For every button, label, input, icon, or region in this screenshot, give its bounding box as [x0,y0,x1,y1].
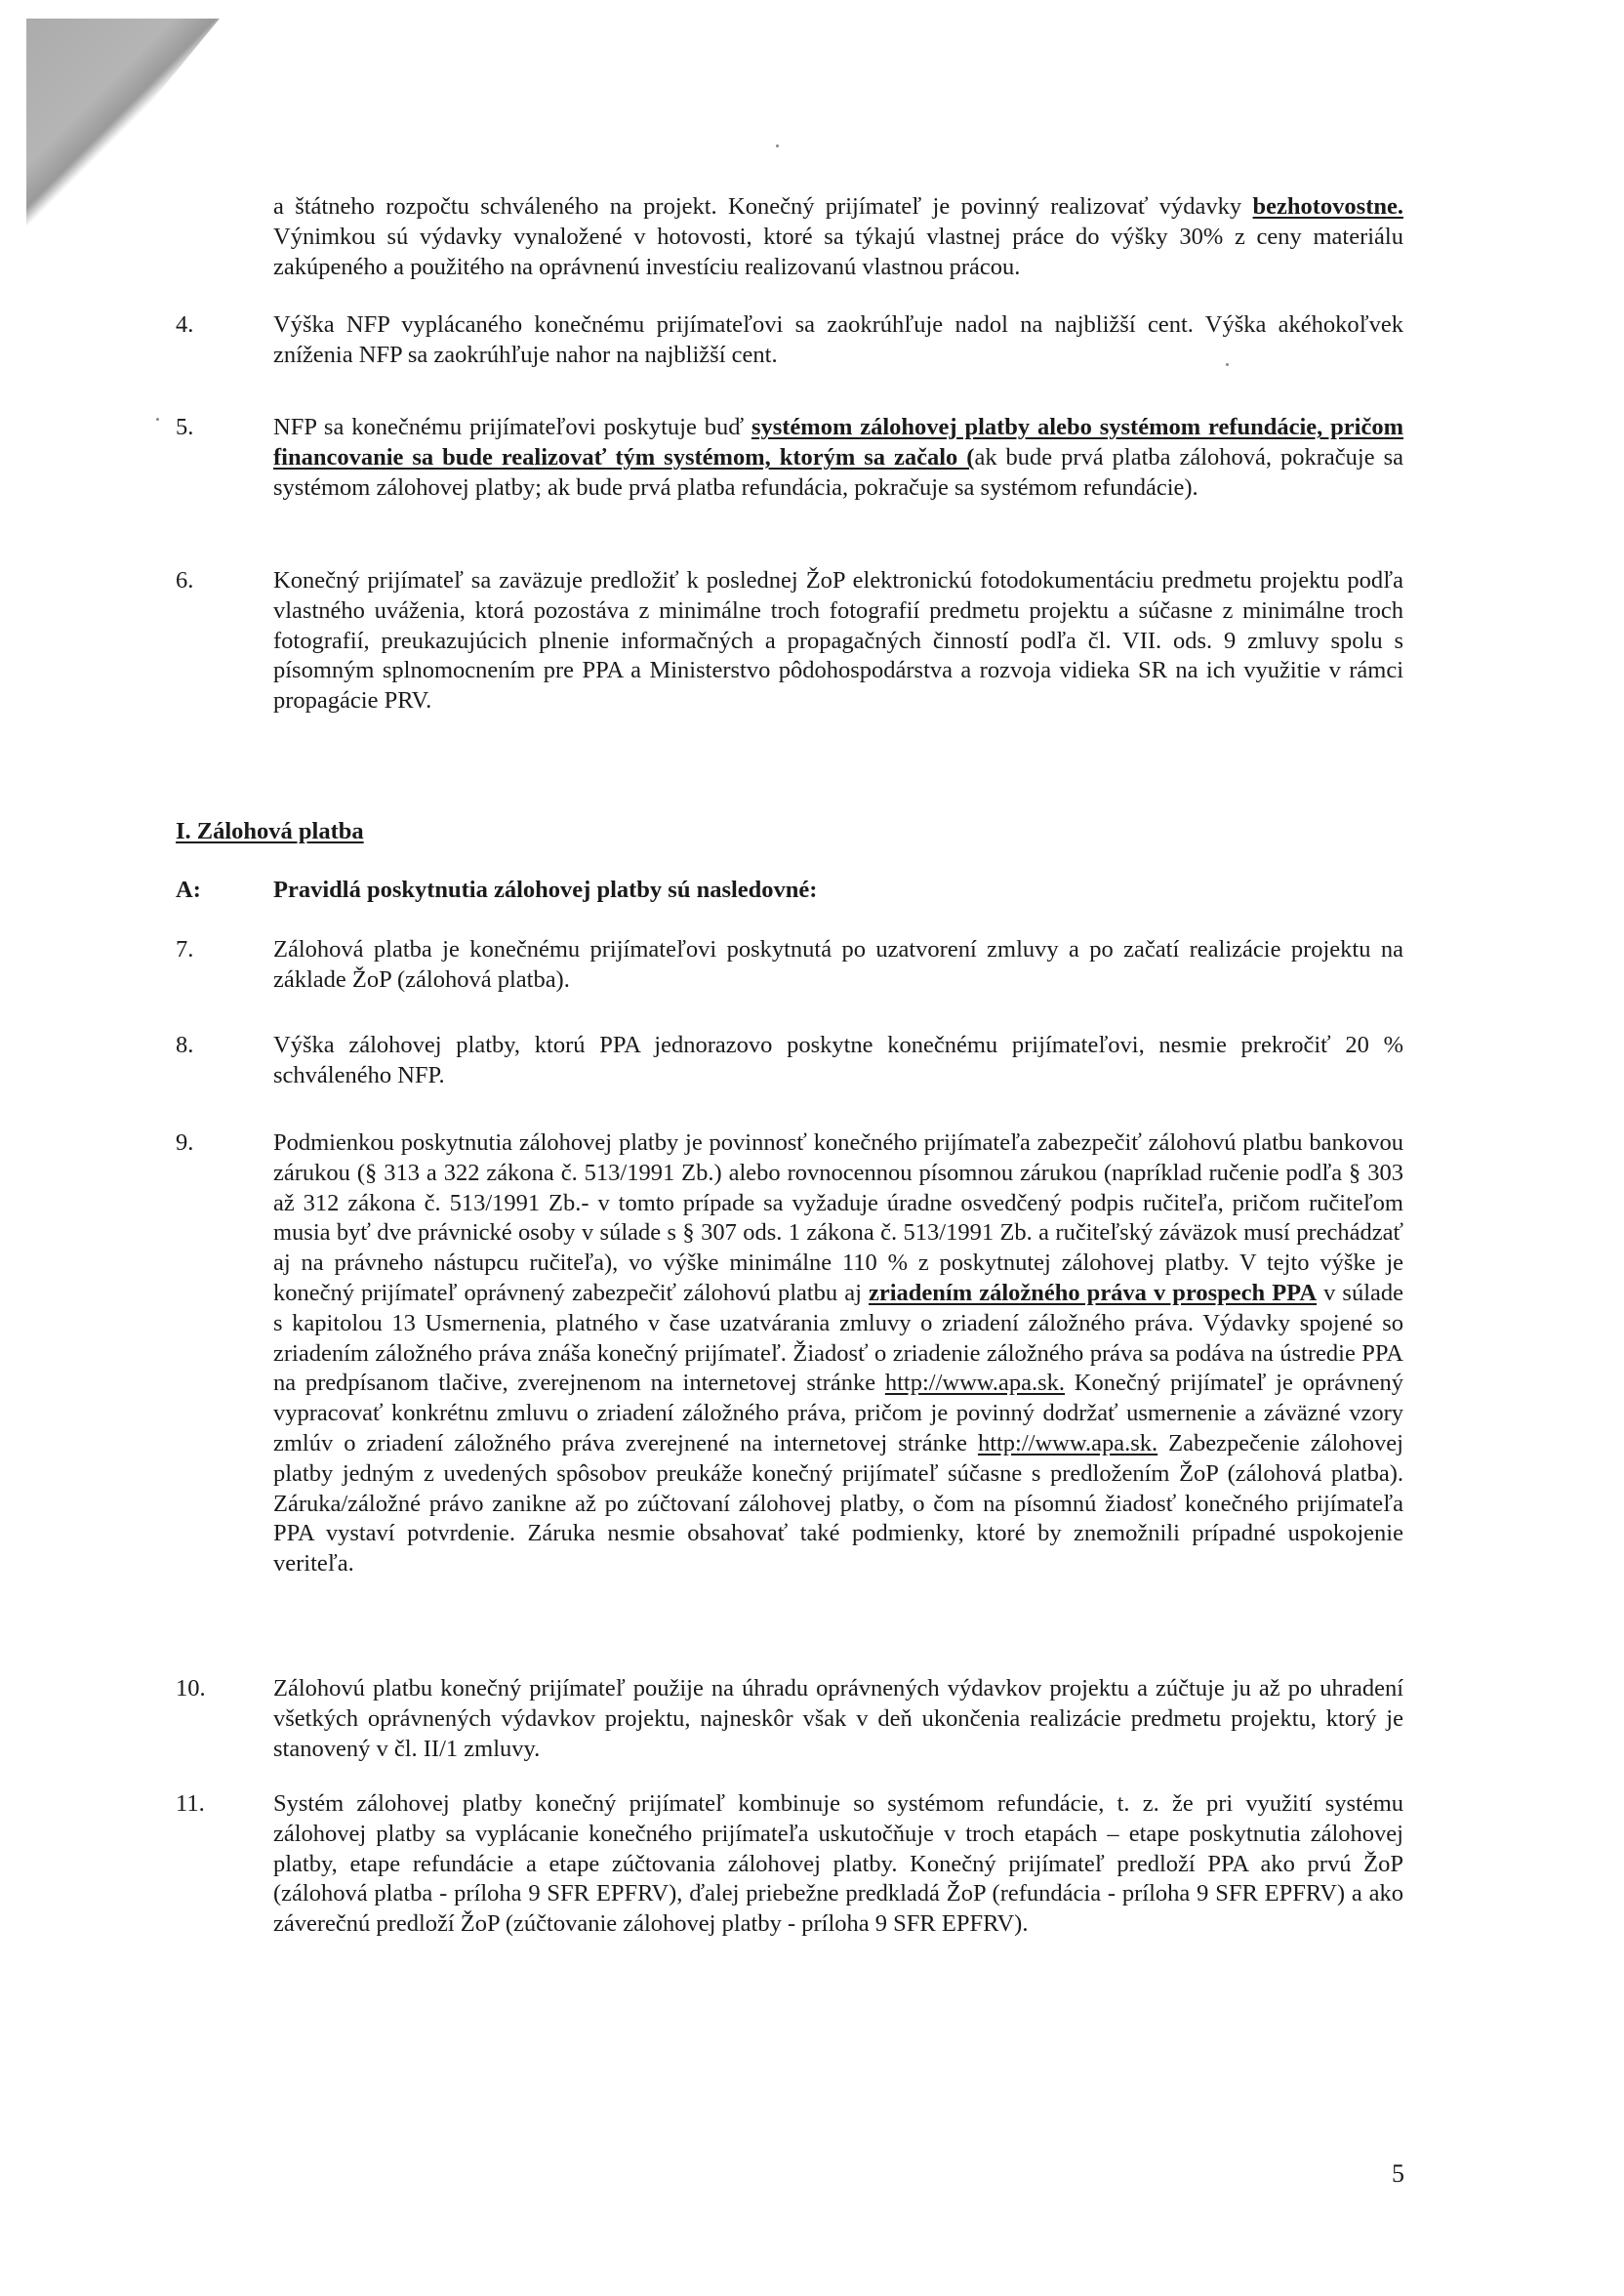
item-number: 11. [176,1790,205,1817]
scan-speck [776,144,779,147]
list-item [176,1128,1403,1579]
item-number: 6. [176,567,194,594]
item-text: NFP sa konečnému prijímateľovi poskytuje buď systémom zálohovej platby alebo systémom refundácie, pričom financovanie sa bude realizovať tým systémom, ktorým sa začalo (ak bude prvá platba zálohová, pokračuje sa systémom zálohovej platby; ak bude prvá platba refundácia, pokračuje sa systémom refundácie). [273,414,1403,501]
item-number: 10. [176,1675,206,1702]
item-number: 4. [176,311,194,338]
list-item [176,935,1403,996]
page-number: 5 [1392,2159,1404,2188]
list-item [176,1031,1403,1091]
item-number: 7. [176,936,194,963]
emphasis-lien: zriadením záložného práva v prospech PPA [868,1279,1318,1306]
subsection-label: A: [176,877,201,903]
section-heading: I. Zálohová platba [176,818,364,844]
item-text: Výška NFP vyplácaného konečnému prijímateľovi sa zaokrúhľuje nadol na najbližší cent. Výška akéhokoľvek zníženia NFP sa zaokrúhľuje nahor na najbližší cent. [273,311,1403,368]
item-number: 5. [176,414,194,440]
emphasis-financing-system: systémom zálohovej platby alebo systémom refundácie, pričom financovanie sa bude realizovať tým systémom, ktorým sa začalo ( [273,414,1403,471]
subsection-title: Pravidlá poskytnutia zálohovej platby sú nasledovné: [273,877,818,903]
item-number: 8. [176,1032,194,1058]
paragraph-text: a štátneho rozpočtu schváleného na projekt. Konečný prijímateľ je povinný realizovať výdavky bezhotovostne. Výnimkou sú výdavky vynaložené v hotovosti, ktoré sa týkajú vlastnej práce do výšky 30% z ceny materiálu zakúpeného a použitého na oprávnenú investíciu realizovanú vlastnou prácou. [273,193,1403,280]
link-apa[interactable]: http://www.apa.sk. [884,1370,1066,1397]
subsection-heading [176,877,1403,904]
scan-speck [1226,363,1229,366]
item-text: Podmienkou poskytnutia zálohovej platby je povinnosť konečného prijímateľa zabezpečiť zálohovú platbu bankovou zárukou (§ 313 a 322 zákona č. 513/1991 Zb.) alebo rovnocennou písomnou zárukou (napríklad ručenie podľa § 303 až 312 zákona č. 513/1991 Zb.- v tomto prípade sa vyžaduje úradne osvedčený podpis ručiteľa, pričom ručiteľom musia byť dve právnické osoby v súlade s § 307 ods. 1 zákona č. 513/1991 Zb. a ručiteľský záväzok musí prechádzať aj na právneho nástupcu ručiteľa), vo výške minimálne 110 % z poskytnutej zálohovej platby. V tejto výške je konečný prijímateľ oprávnený zabezpečiť zálohovú platbu aj zriadením záložného práva v prospech PPA v súlade s kapitolou 13 Usmernenia, platného v čase uzatvárania zmluvy o zriadení záložného práva. Výdavky spojené so zriadením záložného práva znáša konečný prijímateľ. Žiadosť o zriadenie záložného práva sa podáva na ústredie PPA na predpísanom tlačive, zverejnenom na internetovej stránke http://www.apa.sk. Konečný prijímateľ je oprávnený vypracovať konkrétnu zmluvu o zriadení záložného práva, pričom je povinný dodržať usmernenie a záväzné vzory zmlúv o zriadení záložného práva zverejnené na internetovej stránke http://www.apa.sk. Zabezpečenie zálohovej platby jedným z uvedených spôsobov preukáže konečný prijímateľ súčasne s predložením ŽoP (zálohová platba). Záruka/záložné právo zanikne až po zúčtovaní zálohovej platby, o čom na písomnú žiadosť konečného prijímateľa PPA vystaví potvrdenie. Záruka nesmie obsahovať také podmienky, ktoré by znemožnili prípadné uspokojenie veriteľa. [273,1129,1404,1578]
emphasis-bezhotovostne: bezhotovostne. [1252,193,1403,220]
list-item [176,1789,1403,1940]
item-text: Zálohovú platbu konečný prijímateľ použije na úhradu oprávnených výdavkov projektu a zúčtuje ju až po uhradení všetkých oprávnených výdavkov projektu, najneskôr však v deň ukončenia realizácie predmetu projektu, ktorý je stanovený v čl. II/1 zmluvy. [273,1675,1403,1762]
item-text: Konečný prijímateľ sa zaväzuje predložiť k poslednej ŽoP elektronickú fotodokumentáciu predmetu projektu podľa vlastného uváženia, ktorá pozostáva z minimálne troch fotografií predmetu projektu a súčasne z minimálne troch fotografií, preukazujúcich plnenie informačných a propagačných činností podľa čl. VII. ods. 9 zmluvy spolu s písomným splnomocnením pre PPA a Ministerstvo pôdohospodárstva a rozvoja vidieka SR na ich využitie v rámci propagácie PRV. [273,567,1403,715]
item-text: Výška zálohovej platby, ktorú PPA jednorazovo poskytne konečnému prijímateľovi, nesmie prekročiť 20 % schváleného NFP. [273,1032,1403,1088]
link-apa[interactable]: http://www.apa.sk. [977,1429,1158,1456]
list-item [176,310,1403,371]
scan-speck [156,418,159,421]
list-item [176,566,1403,717]
list-item [176,413,1403,503]
item-text: Zálohová platba je konečnému prijímateľovi poskytnutá po uzatvorení zmluvy a po začatí realizácie projektu na základe ŽoP (zálohová platba). [273,936,1403,993]
item-text: Systém zálohovej platby konečný prijímateľ kombinuje so systémom refundácie, t. z. že pri využití systému zálohovej platby sa vyplácanie konečného prijímateľa uskutočňuje v troch etapách – etape poskytnutia zálohovej platby, etape refundácie a etape zúčtovania zálohovej platby. Konečný prijímateľ predloží PPA ako prvú ŽoP (zálohová platba - príloha 9 SFR EPFRV), ďalej priebežne predkladá ŽoP (refundácia - príloha 9 SFR EPFRV) a ako záverečnú predloží ŽoP (zúčtovanie zálohovej platby - príloha 9 SFR EPFRV). [273,1790,1403,1938]
item-number: 9. [176,1129,194,1156]
continuation-paragraph [176,192,1403,282]
list-item [176,1674,1403,1764]
